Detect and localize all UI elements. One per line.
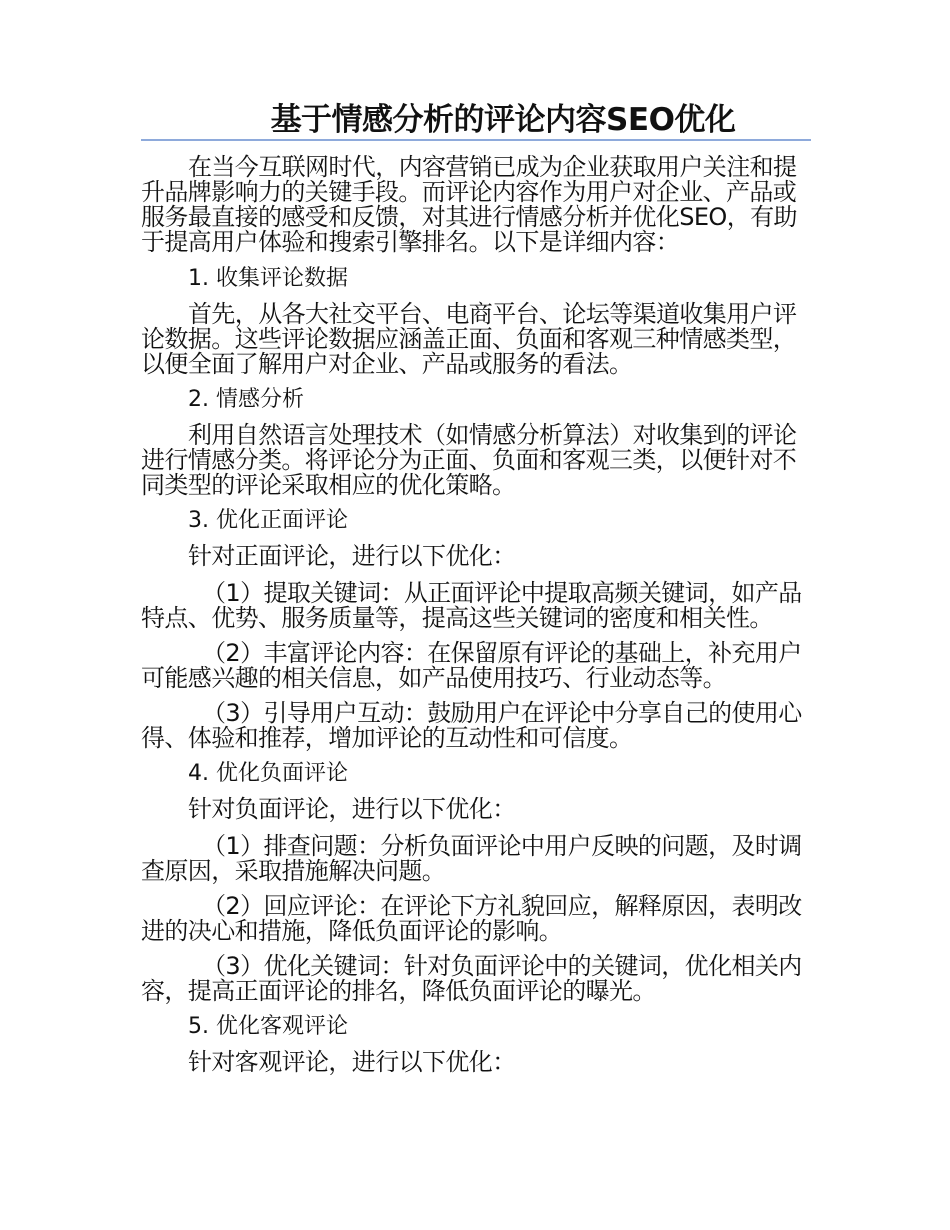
intro-paragraph: 在当今互联网时代，内容营销已成为企业获取用户关注和提升品牌影响力的关键手段。而评论内容作为用户对企业、产品或服务最直接的感受和反馈，对其进行情感分析并优化SEO，有助于提高用户体验和搜索引擎排名。以下是详细内容： xyxy=(141,153,797,256)
section-heading-sentiment: 2. 情感分析 xyxy=(188,387,304,412)
list-item-positive-1: （1）提取关键词：从正面评论中提取高频关键词，如产品特点、优势、服务质量等，提高这些关键词的密度和相关性。 xyxy=(141,579,802,632)
document-page xyxy=(141,100,811,1075)
section-heading-positive: 3. 优化正面评论 xyxy=(188,508,348,533)
section-lead-objective: 针对客观评论，进行以下优化： xyxy=(188,1048,516,1076)
document-title: 基于情感分析的评论内容SEO优化 xyxy=(270,102,736,138)
section-heading-objective: 5. 优化客观评论 xyxy=(188,1014,348,1039)
list-item-negative-2: （2）回应评论：在评论下方礼貌回应，解释原因，表明改进的决心和措施，降低负面评论的影响。 xyxy=(141,892,802,945)
list-item-negative-3: （3）优化关键词：针对负面评论中的关键词，优化相关内容，提高正面评论的排名，降低负面评论的曝光。 xyxy=(141,952,802,1005)
list-item-positive-2: （2）丰富评论内容：在保留原有评论的基础上，补充用户可能感兴趣的相关信息，如产品使用技巧、行业动态等。 xyxy=(141,639,802,692)
section-body-collect: 首先，从各大社交平台、电商平台、论坛等渠道收集用户评论数据。这些评论数据应涵盖正面、负面和客观三种情感类型，以便全面了解用户对企业、产品或服务的看法。 xyxy=(141,300,797,378)
list-item-negative-1: （1）排查问题：分析负面评论中用户反映的问题，及时调查原因，采取措施解决问题。 xyxy=(141,832,802,885)
section-heading-collect: 1. 收集评论数据 xyxy=(188,266,348,291)
section-heading-negative: 4. 优化负面评论 xyxy=(188,761,348,786)
section-body-sentiment: 利用自然语言处理技术（如情感分析算法）对收集到的评论进行情感分类。将评论分为正面、负面和客观三类，以便针对不同类型的评论采取相应的优化策略。 xyxy=(141,421,797,499)
section-lead-negative: 针对负面评论，进行以下优化： xyxy=(188,795,516,823)
section-lead-positive: 针对正面评论，进行以下优化： xyxy=(188,542,516,570)
list-item-positive-3: （3）引导用户互动：鼓励用户在评论中分享自己的使用心得、体验和推荐，增加评论的互动性和可信度。 xyxy=(141,699,802,752)
